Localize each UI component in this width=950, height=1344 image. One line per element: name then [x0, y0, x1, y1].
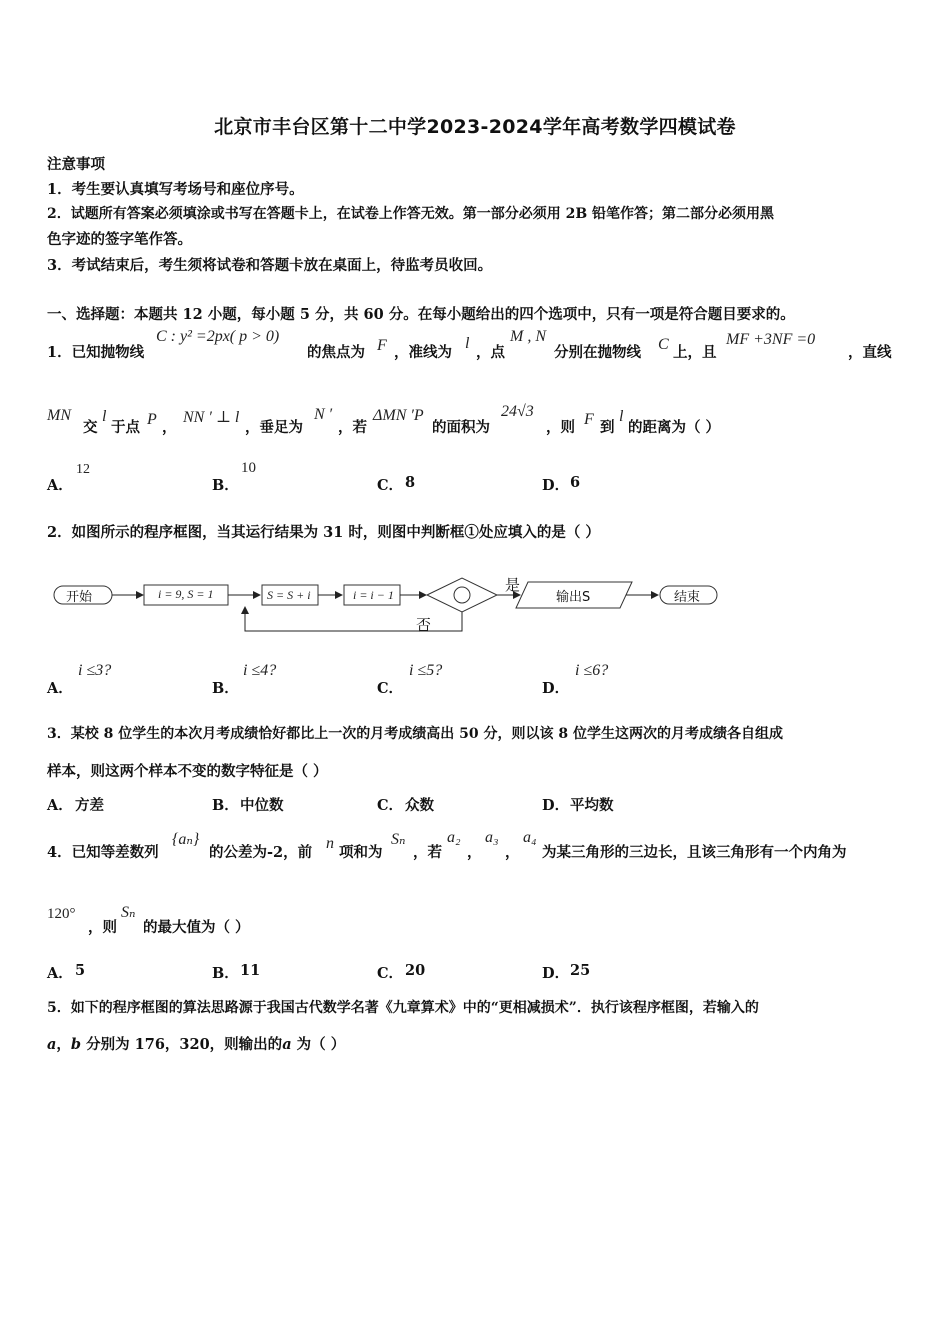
page-title: 北京市丰台区第十二中学2023-2024学年高考数学四模试卷 [214, 116, 736, 138]
formula: MN [47, 407, 71, 424]
option-value: 12 [76, 462, 90, 477]
notice-item: 2．试题所有答案必须填涂或书写在答题卡上，在试卷上作答无效。第一部分必须用 2B 铅笔作答；第二部分必须用黑 [47, 206, 775, 222]
formula: NN ′ ⊥ l [183, 409, 240, 426]
flowchart [0, 570, 950, 640]
option-label: C． [377, 680, 404, 697]
formula: 120° [47, 906, 76, 922]
section-heading: 一、选择题：本题共 12 小题，每小题 5 分，共 60 分。在每小题给出的四个选项中，只有一项是符合题目要求的。 [47, 306, 795, 323]
option-value: 25 [570, 962, 591, 979]
formula: 24√3 [501, 403, 534, 420]
notice-item: 1．考生要认真填写考场号和座位序号。 [47, 181, 304, 198]
option-value: 众数 [405, 797, 434, 814]
option-label: D． [542, 797, 570, 814]
formula: C : y² =2px( p > 0) [156, 328, 280, 345]
flow-output-label: 输出S [556, 590, 591, 605]
option-label: C． [377, 477, 404, 494]
option-label: D． [542, 680, 570, 697]
option-value: 中位数 [240, 797, 284, 814]
question-5: 5．如下的程序框图的算法思路源于我国古代数学名著《九章算术》中的“更相减损术”．执行该程序框图，若输入的 [47, 1000, 759, 1016]
option-label: B． [212, 797, 239, 814]
flow-no-label: 否 [416, 616, 432, 634]
option-value: 平均数 [570, 797, 614, 814]
question-3: 3．某校 8 位学生的本次月考成绩恰好都比上一次的月考成绩高出 50 分，则以该 8 位学生这两次的月考成绩各自组成 [47, 726, 783, 742]
option-label: B． [212, 680, 239, 697]
option-value: 6 [570, 474, 581, 491]
notice-item: 3．考试结束后，考生须将试卷和答题卡放在桌面上，待监考员收回。 [47, 257, 493, 274]
option-label: C． [377, 797, 404, 814]
option-value: i ≤3? [78, 662, 112, 679]
formula: l [102, 408, 107, 425]
option-value: i ≤6? [575, 662, 609, 679]
flow-sum-label: S = S + i [267, 588, 311, 602]
formula: P [147, 411, 157, 428]
flow-start-label: 开始 [66, 590, 93, 605]
option-value: 10 [241, 460, 256, 476]
formula: ΔMN ′P [373, 407, 424, 424]
flow-end-label: 结束 [674, 590, 701, 605]
formula: a₂ [447, 829, 461, 846]
formula: F [584, 411, 594, 428]
option-label: A． [47, 965, 73, 982]
formula: a₃ [485, 829, 499, 846]
formula: C [658, 336, 669, 353]
formula: N ′ [314, 406, 333, 423]
formula: l [619, 408, 624, 425]
formula: M , N [510, 328, 546, 345]
option-value: 11 [240, 962, 261, 979]
formula: F [377, 337, 387, 354]
formula: a₄ [523, 829, 537, 846]
option-label: A． [47, 477, 73, 494]
formula: Sₙ [391, 831, 406, 848]
question-3-cont: 样本，则这两个样本不变的数字特征是（ ） [47, 763, 328, 780]
option-label: B． [212, 965, 239, 982]
formula: Sₙ [121, 904, 136, 921]
option-value: 5 [75, 962, 86, 979]
formula: n [326, 835, 334, 852]
option-value: i ≤4? [243, 662, 277, 679]
option-label: B． [212, 477, 239, 494]
option-label: D． [542, 965, 570, 982]
question-2: 2．如图所示的程序框图，当其运行结果为 31 时，则图中判断框①处应填入的是（ ） [47, 524, 600, 541]
option-label: A． [47, 680, 73, 697]
option-label: C． [377, 965, 404, 982]
option-value: 20 [405, 962, 426, 979]
flow-init-label: i = 9, S = 1 [158, 587, 214, 601]
formula: MF +3NF =0 [726, 331, 816, 348]
formula: l [465, 335, 470, 352]
notice-item: 色字迹的签字笔作答。 [47, 231, 192, 248]
option-value: 8 [405, 474, 416, 491]
option-value: i ≤5? [409, 662, 443, 679]
flow-condition-node [427, 578, 497, 612]
notice-heading: 注意事项 [47, 156, 105, 173]
question-5-cont: a，b 分别为 176，320，则输出的a 为（ ） [47, 1036, 346, 1053]
option-label: D． [542, 477, 570, 494]
option-label: A． [47, 797, 73, 814]
flow-decrement-label: i = i − 1 [353, 588, 394, 602]
option-value: 方差 [75, 797, 104, 814]
flow-yes-label: 是 [505, 576, 521, 594]
formula: {aₙ} [172, 831, 200, 848]
